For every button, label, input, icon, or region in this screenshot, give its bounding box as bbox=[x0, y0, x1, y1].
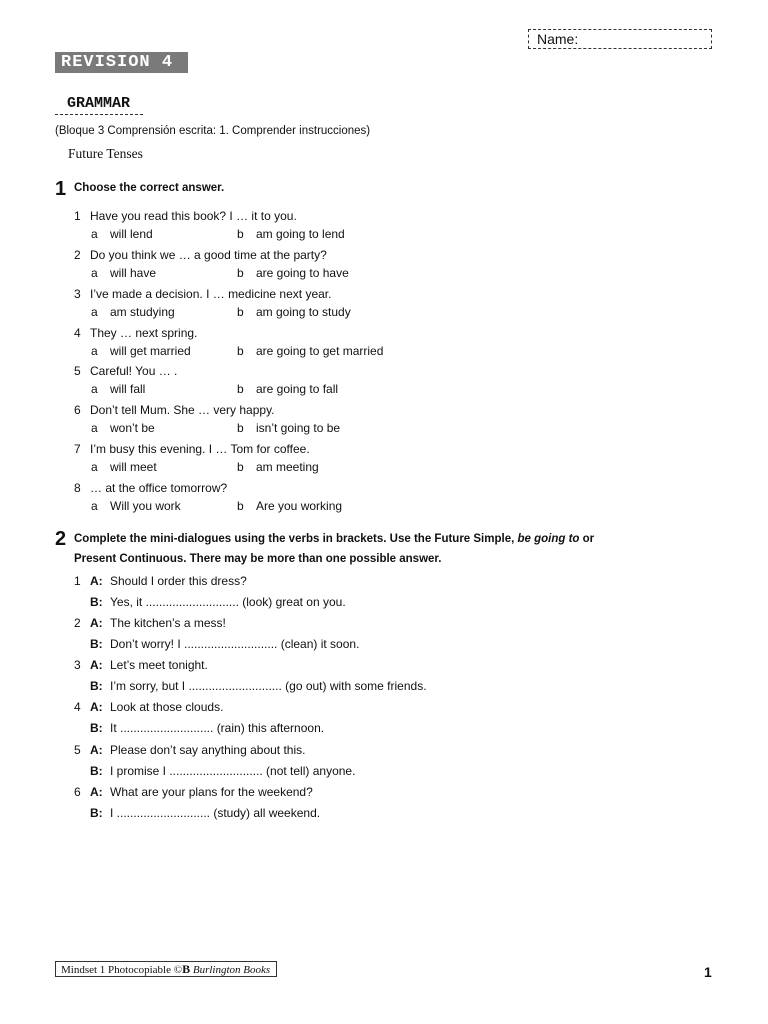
option-letter: b bbox=[237, 344, 244, 358]
option-text: isn’t going to be bbox=[256, 421, 341, 435]
speaker-a-line: Please don’t say anything about this. bbox=[110, 743, 306, 757]
exercise-2-instruction-line1 bbox=[74, 533, 594, 545]
option-letter: b bbox=[237, 421, 244, 435]
answer-line[interactable]: Don’t worry! I ............................ (clean) it soon. bbox=[110, 637, 360, 651]
speaker-a-line: Look at those clouds. bbox=[110, 700, 224, 714]
question-number: 6 bbox=[74, 403, 81, 417]
speaker-b-label: B: bbox=[90, 806, 103, 820]
question-4 bbox=[74, 326, 197, 340]
option-letter: a bbox=[91, 460, 98, 474]
revision-banner: REVISION 4 bbox=[55, 52, 188, 73]
option-letter: a bbox=[91, 421, 98, 435]
bloque-note: (Bloque 3 Comprensión escrita: 1. Comprender instrucciones) bbox=[55, 125, 371, 137]
option-letter: b bbox=[237, 460, 244, 474]
option-text: will get married bbox=[110, 344, 191, 358]
question-3 bbox=[74, 287, 331, 301]
section-title: GRAMMAR bbox=[67, 95, 131, 112]
option-b[interactable] bbox=[237, 344, 383, 358]
speaker-a-line: The kitchen’s a mess! bbox=[110, 616, 226, 630]
question-text: Careful! You … . bbox=[90, 364, 178, 378]
option-letter: a bbox=[91, 344, 98, 358]
exercise-1-number: 1 bbox=[55, 178, 67, 200]
exercise-2-instruction-line2: Present Continuous. There may be more than one possible answer. bbox=[74, 553, 442, 565]
option-b[interactable] bbox=[237, 460, 319, 474]
option-text: won’t be bbox=[110, 421, 155, 435]
subtopic-title: Future Tenses bbox=[68, 146, 143, 161]
speaker-b-label: B: bbox=[90, 595, 103, 609]
page-number: 1 bbox=[704, 964, 712, 980]
question-5 bbox=[74, 364, 177, 378]
option-letter: a bbox=[91, 227, 98, 241]
question-text: I’ve made a decision. I … medicine next year. bbox=[90, 287, 332, 301]
speaker-a-label: A: bbox=[90, 574, 103, 588]
dialogue-number: 1 bbox=[74, 574, 81, 588]
option-text: am meeting bbox=[256, 460, 319, 474]
option-a[interactable] bbox=[91, 382, 145, 396]
option-letter: a bbox=[91, 382, 98, 396]
question-number: 1 bbox=[74, 209, 81, 223]
question-8 bbox=[74, 481, 227, 495]
option-text: are going to have bbox=[256, 266, 349, 280]
option-text: Will you work bbox=[110, 499, 181, 513]
question-text: Have you read this book? I … it to you. bbox=[90, 209, 297, 223]
option-a[interactable] bbox=[91, 499, 181, 513]
section-underline bbox=[55, 114, 143, 115]
question-text: Don’t tell Mum. She … very happy. bbox=[90, 403, 275, 417]
answer-line[interactable]: I ............................ (study) all weekend. bbox=[110, 806, 321, 820]
speaker-b-label: B: bbox=[90, 679, 103, 693]
dialogue-number: 4 bbox=[74, 700, 81, 714]
answer-line[interactable]: I’m sorry, but I ............................ (go out) with some friends. bbox=[110, 679, 427, 693]
footer-text: Mindset 1 Photocopiable © bbox=[61, 964, 183, 976]
exercise-2-number: 2 bbox=[55, 528, 67, 550]
speaker-b-label: B: bbox=[90, 721, 103, 735]
option-letter: b bbox=[237, 266, 244, 280]
option-letter: b bbox=[237, 305, 244, 319]
instruction-text-end: or bbox=[579, 533, 595, 545]
answer-line[interactable]: I promise I ............................ (not tell) anyone. bbox=[110, 764, 356, 778]
publisher-name: Burlington Books bbox=[192, 964, 271, 976]
speaker-a-label: A: bbox=[90, 700, 103, 714]
answer-line[interactable]: It ............................ (rain) this afternoon. bbox=[110, 721, 325, 735]
option-b[interactable] bbox=[237, 499, 342, 513]
instruction-text: Complete the mini-dialogues using the verbs in brackets. Use the Future Simple, bbox=[74, 533, 518, 545]
dialogue-number: 6 bbox=[74, 785, 81, 799]
option-a[interactable] bbox=[91, 421, 155, 435]
dialogue-number: 3 bbox=[74, 658, 81, 672]
option-text: will meet bbox=[110, 460, 157, 474]
answer-line[interactable]: Yes, it ............................ (look) great on you. bbox=[110, 595, 346, 609]
option-a[interactable] bbox=[91, 460, 157, 474]
option-text: are going to get married bbox=[256, 344, 384, 358]
speaker-b-label: B: bbox=[90, 764, 103, 778]
option-text: am studying bbox=[110, 305, 175, 319]
question-text: They … next spring. bbox=[90, 326, 198, 340]
option-a[interactable] bbox=[91, 305, 175, 319]
option-b[interactable] bbox=[237, 382, 338, 396]
dialogue-number: 5 bbox=[74, 743, 81, 757]
question-number: 8 bbox=[74, 481, 81, 495]
question-number: 5 bbox=[74, 364, 81, 378]
speaker-a-label: A: bbox=[90, 785, 103, 799]
option-text: Are you working bbox=[256, 499, 343, 513]
question-number: 2 bbox=[74, 248, 81, 262]
question-1 bbox=[74, 209, 297, 223]
option-letter: b bbox=[237, 499, 244, 513]
option-letter: a bbox=[91, 499, 98, 513]
question-2 bbox=[74, 248, 327, 262]
option-letter: a bbox=[91, 266, 98, 280]
question-number: 3 bbox=[74, 287, 81, 301]
option-b[interactable] bbox=[237, 421, 340, 435]
question-text: I’m busy this evening. I … Tom for coffee. bbox=[90, 442, 310, 456]
option-text: am going to lend bbox=[256, 227, 345, 241]
option-b[interactable] bbox=[237, 227, 345, 241]
question-number: 7 bbox=[74, 442, 81, 456]
speaker-a-line: What are your plans for the weekend? bbox=[110, 785, 313, 799]
option-a[interactable] bbox=[91, 227, 153, 241]
speaker-b-label: B: bbox=[90, 637, 103, 651]
option-text: are going to fall bbox=[256, 382, 339, 396]
publisher-logo: B bbox=[182, 962, 191, 976]
question-6 bbox=[74, 403, 275, 417]
speaker-a-line: Should I order this dress? bbox=[110, 574, 247, 588]
option-text: will fall bbox=[110, 382, 146, 396]
question-text: Do you think we … a good time at the party? bbox=[90, 248, 327, 262]
speaker-a-line: Let’s meet tonight. bbox=[110, 658, 208, 672]
option-a[interactable] bbox=[91, 344, 191, 358]
name-field[interactable] bbox=[528, 29, 712, 49]
question-number: 4 bbox=[74, 326, 81, 340]
option-letter: a bbox=[91, 305, 98, 319]
option-text: am going to study bbox=[256, 305, 351, 319]
instruction-emphasis: be going to bbox=[517, 533, 580, 545]
option-b[interactable] bbox=[237, 266, 349, 280]
option-a[interactable] bbox=[91, 266, 156, 280]
option-letter: b bbox=[237, 382, 244, 396]
option-text: will have bbox=[110, 266, 157, 280]
name-label: Name: bbox=[537, 31, 579, 47]
question-text: … at the office tomorrow? bbox=[90, 481, 228, 495]
speaker-a-label: A: bbox=[90, 616, 103, 630]
option-letter: b bbox=[237, 227, 244, 241]
speaker-a-label: A: bbox=[90, 743, 103, 757]
option-b[interactable] bbox=[237, 305, 351, 319]
footer-copyright bbox=[55, 961, 277, 977]
exercise-1-instruction: Choose the correct answer. bbox=[74, 182, 225, 194]
speaker-a-label: A: bbox=[90, 658, 103, 672]
question-7 bbox=[74, 442, 310, 456]
option-text: will lend bbox=[110, 227, 153, 241]
dialogue-number: 2 bbox=[74, 616, 81, 630]
